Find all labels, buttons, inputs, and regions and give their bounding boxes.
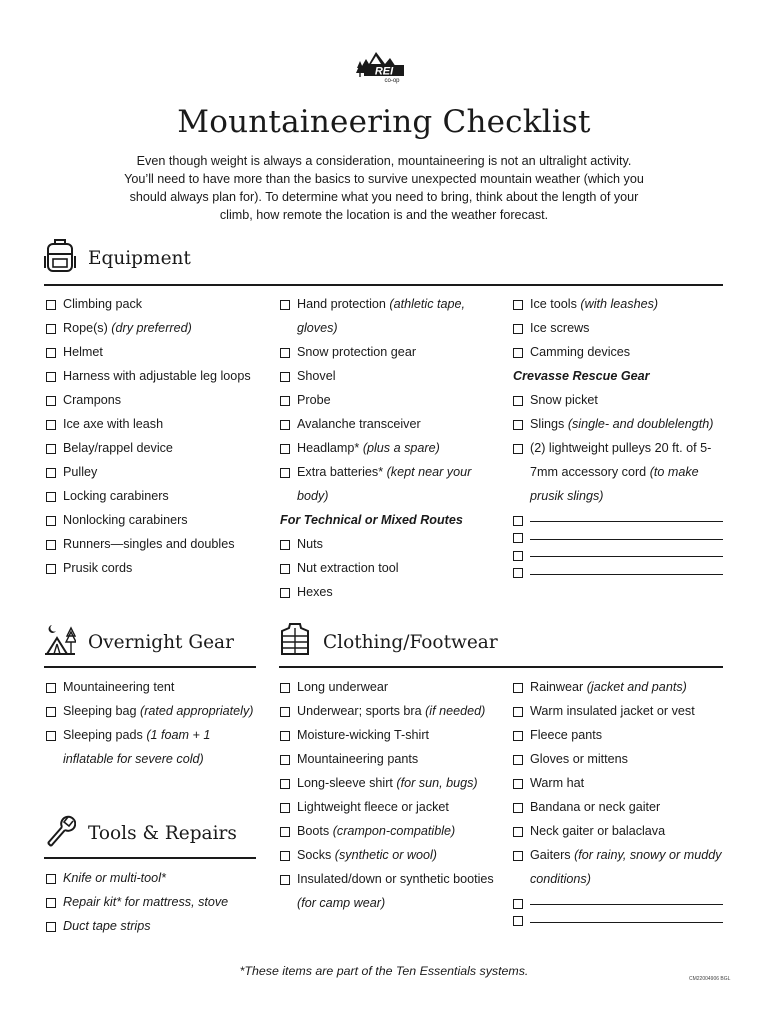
- section-divider: [44, 857, 256, 859]
- svg-text:REI: REI: [374, 65, 394, 78]
- checklist-item: [46, 436, 272, 460]
- checklist-item: [280, 867, 502, 915]
- checkbox[interactable]: [280, 468, 290, 478]
- section-header-equipment: [44, 238, 191, 272]
- item-label: Nuts: [297, 537, 323, 551]
- checklist-item: [513, 795, 725, 819]
- item-label: Climbing pack: [63, 297, 143, 311]
- item-label: Snow picket: [530, 393, 598, 407]
- checklist-item: [280, 556, 500, 580]
- item-label: (2) lightweight pulleys 20 ft. of 5-7mm accessory cord: [530, 441, 712, 479]
- item-label: Mountaineering tent: [63, 680, 175, 694]
- item-note: (for rainy, snowy or muddy conditions): [530, 848, 722, 886]
- section-title-clothing: Clothing/Footwear: [323, 632, 498, 653]
- checkbox[interactable]: [280, 827, 290, 837]
- checklist-item: [46, 484, 272, 508]
- section-title-overnight: Overnight Gear: [88, 632, 234, 653]
- checkbox[interactable]: [513, 851, 523, 861]
- checkbox[interactable]: [513, 899, 523, 909]
- checklist-item: [280, 819, 502, 843]
- item-label: Rope(s): [63, 321, 108, 335]
- checkbox[interactable]: [46, 300, 56, 310]
- item-label: Underwear; sports bra: [297, 704, 422, 718]
- item-label: Warm insulated jacket or vest: [530, 704, 695, 718]
- backpack-icon: [44, 238, 76, 272]
- blank-checklist-item: [513, 561, 725, 579]
- item-label: Runners—singles and doubles: [63, 537, 235, 551]
- item-label: Shovel: [297, 369, 336, 383]
- checklist-item: [280, 460, 500, 508]
- checkbox[interactable]: [280, 683, 290, 693]
- ten-essentials-footnote: *These items are part of the Ten Essentials systems.: [239, 964, 529, 978]
- checklist-item: [46, 412, 272, 436]
- item-label: Headlamp*: [297, 441, 360, 455]
- checkbox[interactable]: [46, 324, 56, 334]
- write-in-line[interactable]: [530, 526, 723, 540]
- checklist-item: [280, 580, 500, 604]
- checklist-item: [513, 388, 725, 412]
- checklist-item: [280, 532, 500, 556]
- checkbox[interactable]: [280, 396, 290, 406]
- item-note: (with leashes): [580, 297, 659, 311]
- section-divider: [279, 666, 723, 668]
- checkbox[interactable]: [280, 779, 290, 789]
- checkbox[interactable]: [280, 875, 290, 885]
- checklist-item: [46, 388, 272, 412]
- item-label: Harness with adjustable leg loops: [63, 369, 251, 383]
- item-label: Belay/rappel device: [63, 441, 173, 455]
- checklist-item: [513, 819, 725, 843]
- item-label: Nonlocking carabiners: [63, 513, 188, 527]
- item-label: Ice axe with leash: [63, 417, 164, 431]
- checklist-item: [46, 340, 272, 364]
- checkbox[interactable]: [280, 707, 290, 717]
- item-label: Fleece pants: [530, 728, 603, 742]
- section-divider: [44, 666, 256, 668]
- checklist-item: [280, 436, 500, 460]
- write-in-line[interactable]: [530, 508, 723, 522]
- item-note: (synthetic or wool): [334, 848, 437, 862]
- item-note: (kept near your body): [297, 465, 472, 503]
- item-note: (1 foam + 1 inflatable for severe cold): [63, 728, 211, 766]
- checkbox[interactable]: [513, 707, 523, 717]
- checkbox[interactable]: [46, 420, 56, 430]
- clothing-column-2: [513, 675, 725, 926]
- checklist-item: [513, 771, 725, 795]
- item-note: (for camp wear): [297, 896, 386, 910]
- section-header-overnight: [44, 622, 234, 656]
- subheading: For Technical or Mixed Routes: [280, 513, 463, 527]
- checkbox[interactable]: [46, 468, 56, 478]
- blank-checklist-item: [513, 526, 725, 544]
- section-title-equipment: Equipment: [88, 248, 191, 269]
- item-label: Bandana or neck gaiter: [530, 800, 661, 814]
- checkbox[interactable]: [46, 516, 56, 526]
- checklist-item: [280, 675, 502, 699]
- section-title-tools: Tools & Repairs: [88, 823, 237, 844]
- item-label: Long-sleeve shirt: [297, 776, 393, 790]
- item-label: Gloves or mittens: [530, 752, 628, 766]
- checklist-item: [280, 364, 500, 388]
- item-note: (dry preferred): [111, 321, 192, 335]
- checklist-item: [46, 532, 272, 556]
- checkbox[interactable]: [280, 300, 290, 310]
- checkbox[interactable]: [513, 779, 523, 789]
- rei-coop-logo: [354, 46, 414, 84]
- checklist-item: [280, 771, 502, 795]
- item-label: Lightweight fleece or jacket: [297, 800, 449, 814]
- checkbox[interactable]: [46, 683, 56, 693]
- section-divider: [44, 284, 723, 286]
- checklist-item: [280, 412, 500, 436]
- checkbox[interactable]: [513, 731, 523, 741]
- checklist-item: [513, 699, 725, 723]
- item-label: Boots: [297, 824, 330, 838]
- item-note: (single- and doublelength): [567, 417, 714, 431]
- item-note: Knife or multi-tool*: [63, 871, 166, 885]
- checklist-item: [513, 340, 725, 364]
- item-label: Avalanche transceiver: [297, 417, 421, 431]
- item-label: Insulated/down or synthetic booties: [297, 872, 494, 886]
- checklist-item: [280, 292, 500, 340]
- checklist-item: [513, 436, 725, 508]
- checklist-item: [513, 316, 725, 340]
- checkbox[interactable]: [46, 372, 56, 382]
- checkbox[interactable]: [513, 683, 523, 693]
- item-label: Pulley: [63, 465, 98, 479]
- checkbox[interactable]: [280, 755, 290, 765]
- checkbox[interactable]: [46, 348, 56, 358]
- checkbox[interactable]: [280, 564, 290, 574]
- checklist-item: [46, 890, 258, 914]
- checklist-item: [280, 747, 502, 771]
- item-label: Hand protection: [297, 297, 386, 311]
- checkbox[interactable]: [46, 564, 56, 574]
- write-in-line[interactable]: [530, 909, 723, 923]
- section-header-tools: [44, 813, 237, 847]
- checklist-item: [46, 292, 272, 316]
- item-label: Moisture-wicking T-shirt: [297, 728, 430, 742]
- item-note: (if needed): [425, 704, 486, 718]
- checklist-item: [46, 723, 258, 771]
- checkbox[interactable]: [46, 707, 56, 717]
- intro-paragraph: Even though weight is always a consideration, mountaineering is not an ultralight activity. You’ll need to have more than the basics to survive unexpected mountain weather (which you should always plan for). To determine what you need to bring, think about the length of your climb, how remote the location is and the weather forecast.: [124, 154, 644, 222]
- document-code: CM22004906 BGL: [689, 976, 731, 982]
- item-note: Duct tape strips: [63, 919, 151, 933]
- item-note: (plus a spare): [362, 441, 440, 455]
- checkbox[interactable]: [513, 533, 523, 543]
- item-label: Hexes: [297, 585, 333, 599]
- checkbox[interactable]: [280, 444, 290, 454]
- item-label: Prusik cords: [63, 561, 133, 575]
- checklist-item: [46, 364, 272, 388]
- item-label: Warm hat: [530, 776, 585, 790]
- checklist-item: [46, 866, 258, 890]
- checkbox[interactable]: [280, 851, 290, 861]
- checklist-item: [513, 843, 725, 891]
- checkbox[interactable]: [513, 516, 523, 526]
- checkbox[interactable]: [46, 492, 56, 502]
- blank-checklist-item: [513, 543, 725, 561]
- checkbox[interactable]: [280, 731, 290, 741]
- checklist-item: [280, 388, 500, 412]
- checkbox[interactable]: [513, 324, 523, 334]
- write-in-line[interactable]: [530, 561, 723, 575]
- checkbox[interactable]: [46, 898, 56, 908]
- checklist-item: [46, 699, 258, 723]
- clothing-column-1: [280, 675, 502, 915]
- checkbox[interactable]: [280, 348, 290, 358]
- write-in-line[interactable]: [530, 891, 723, 905]
- checkbox[interactable]: [513, 803, 523, 813]
- item-label: Ice screws: [530, 321, 590, 335]
- item-label: Extra batteries*: [297, 465, 384, 479]
- checkbox[interactable]: [46, 922, 56, 932]
- item-label: Sleeping bag: [63, 704, 137, 718]
- equipment-column-2: [280, 292, 500, 604]
- checkbox[interactable]: [46, 874, 56, 884]
- item-label: Mountaineering pants: [297, 752, 419, 766]
- checkbox[interactable]: [46, 396, 56, 406]
- checkbox[interactable]: [46, 444, 56, 454]
- checkbox[interactable]: [46, 540, 56, 550]
- item-label: Snow protection gear: [297, 345, 417, 359]
- checkbox[interactable]: [46, 731, 56, 741]
- item-label: Slings: [530, 417, 565, 431]
- overnight-column: [46, 675, 258, 771]
- write-in-line[interactable]: [530, 543, 723, 557]
- checklist-item: [46, 460, 272, 484]
- wrench-icon: [44, 813, 76, 847]
- checklist-item: [46, 316, 272, 340]
- page-title: Mountaineering Checklist: [177, 104, 591, 140]
- item-label: Camming devices: [530, 345, 631, 359]
- item-label: Socks: [297, 848, 332, 862]
- item-note: (crampon-compatible): [332, 824, 456, 838]
- svg-text:co-op: co-op: [384, 78, 400, 84]
- checkbox[interactable]: [513, 300, 523, 310]
- checkbox[interactable]: [280, 372, 290, 382]
- tools-column: [46, 866, 258, 938]
- checklist-item: [513, 723, 725, 747]
- item-label: Sleeping pads: [63, 728, 143, 742]
- checklist-item: [280, 723, 502, 747]
- checkbox[interactable]: [513, 348, 523, 358]
- checklist-item: [513, 412, 725, 436]
- item-label: Probe: [297, 393, 331, 407]
- item-note: Repair kit* for mattress, stove: [63, 895, 229, 909]
- checkbox[interactable]: [513, 551, 523, 561]
- puffy-jacket-icon: [279, 622, 311, 656]
- checklist-item: [46, 675, 258, 699]
- equipment-column-1: [46, 292, 272, 580]
- checklist-item: [46, 556, 272, 580]
- item-note: (to make prusik slings): [530, 465, 699, 503]
- item-label: Ice tools: [530, 297, 577, 311]
- checklist-item: [513, 675, 725, 699]
- equipment-column-3: [513, 292, 725, 578]
- item-label: Nut extraction tool: [297, 561, 399, 575]
- item-note: (for sun, bugs): [396, 776, 478, 790]
- item-label: Rainwear: [530, 680, 584, 694]
- item-label: Long underwear: [297, 680, 389, 694]
- item-label: Locking carabiners: [63, 489, 169, 503]
- checkbox[interactable]: [280, 588, 290, 598]
- campsite-tent-icon: [44, 622, 76, 656]
- checklist-item: [280, 340, 500, 364]
- checkbox[interactable]: [513, 444, 523, 454]
- checkbox[interactable]: [513, 568, 523, 578]
- item-note: (jacket and pants): [586, 680, 687, 694]
- checklist-item: [513, 747, 725, 771]
- checklist-item: [280, 795, 502, 819]
- checklist-item: [280, 699, 502, 723]
- checklist-item: [280, 843, 502, 867]
- item-note: (athletic tape, gloves): [297, 297, 466, 335]
- checkbox[interactable]: [513, 827, 523, 837]
- item-note: (rated appropriately): [140, 704, 254, 718]
- subheading: Crevasse Rescue Gear: [513, 369, 650, 383]
- checkbox[interactable]: [280, 803, 290, 813]
- item-label: Neck gaiter or balaclava: [530, 824, 666, 838]
- item-label: Helmet: [63, 345, 103, 359]
- blank-checklist-item: [513, 891, 725, 909]
- section-header-clothing: [279, 622, 498, 656]
- blank-checklist-item: [513, 508, 725, 526]
- checklist-item: [46, 508, 272, 532]
- item-label: Crampons: [63, 393, 122, 407]
- checkbox[interactable]: [280, 420, 290, 430]
- checklist-item: [513, 292, 725, 316]
- checkbox[interactable]: [513, 916, 523, 926]
- blank-checklist-item: [513, 909, 725, 927]
- checkbox[interactable]: [513, 420, 523, 430]
- checkbox[interactable]: [513, 396, 523, 406]
- checklist-item: [46, 914, 258, 938]
- checkbox[interactable]: [280, 540, 290, 550]
- checkbox[interactable]: [513, 755, 523, 765]
- item-label: Gaiters: [530, 848, 571, 862]
